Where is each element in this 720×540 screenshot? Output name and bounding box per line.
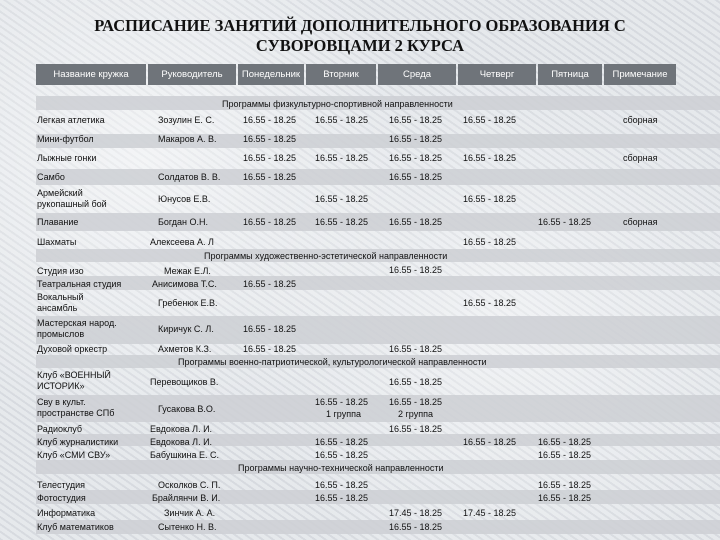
tuesday-time: 16.55 - 18.25 bbox=[315, 217, 369, 227]
wednesday-time: 16.55 - 18.25 bbox=[389, 377, 443, 387]
club-leader: Межак Е.Л. bbox=[164, 266, 211, 276]
thursday-time: 16.55 - 18.25 bbox=[463, 115, 517, 125]
club-leader: Евдокова Л. И. bbox=[150, 424, 213, 434]
club-name: Театральная студия bbox=[37, 279, 122, 289]
tuesday-time: 16.55 - 18.25 bbox=[315, 437, 369, 447]
club-leader: Юнусов Е.В. bbox=[158, 194, 211, 204]
friday-time: 16.55 - 18.25 bbox=[538, 450, 592, 460]
club-leader: Сытенко Н. В. bbox=[158, 522, 217, 532]
monday-time: 16.55 - 18.25 bbox=[243, 153, 297, 163]
club-leader: Зозулин Е. С. bbox=[158, 115, 215, 125]
club-name: Легкая атлетика bbox=[37, 115, 105, 125]
header-friday: Пятница bbox=[538, 64, 602, 85]
thursday-time: 16.55 - 18.25 bbox=[463, 194, 517, 204]
wednesday-time: 16.55 - 18.25 bbox=[389, 424, 443, 434]
header-monday: Понедельник bbox=[238, 64, 304, 85]
wednesday-time: 16.55 - 18.25 bbox=[389, 344, 443, 354]
tuesday-time: 16.55 - 18.25 bbox=[315, 493, 369, 503]
club-leader: Гусакова В.О. bbox=[158, 404, 216, 414]
wednesday-time: 16.55 - 18.25 bbox=[389, 265, 443, 275]
note-text: сборная bbox=[623, 115, 658, 125]
page-title: РАСПИСАНИЕ ЗАНЯТИЙ ДОПОЛНИТЕЛЬНОГО ОБРАЗОВАНИЯ С СУВОРОВЦАМИ 2 КУРСА bbox=[94, 16, 626, 55]
club-name: Сву в культ. пространстве СПб bbox=[37, 397, 115, 418]
club-name: Вокальный ансамбль bbox=[37, 292, 84, 313]
tuesday-time: 16.55 - 18.25 bbox=[315, 450, 369, 460]
monday-time: 16.55 - 18.25 bbox=[243, 324, 297, 334]
thursday-time: 16.55 - 18.25 bbox=[463, 237, 517, 247]
header-wednesday: Среда bbox=[378, 64, 456, 85]
club-name: Клуб «ВОЕННЫЙ ИСТОРИК» bbox=[37, 370, 111, 391]
club-name: Фотостудия bbox=[37, 493, 86, 503]
monday-time: 16.55 - 18.25 bbox=[243, 134, 297, 144]
tuesday-time: 16.55 - 18.25 bbox=[315, 397, 369, 407]
section-heading: Программы научно-технической направленности bbox=[238, 463, 444, 473]
tuesday-time: 16.55 - 18.25 bbox=[315, 194, 369, 204]
monday-time: 16.55 - 18.25 bbox=[243, 279, 297, 289]
club-leader: Макаров А. В. bbox=[158, 134, 217, 144]
club-name: Студия изо bbox=[37, 266, 84, 276]
club-name: Информатика bbox=[37, 508, 96, 518]
club-name: Мастерская народ. промыслов bbox=[37, 318, 117, 339]
wednesday-group: 2 группа bbox=[398, 409, 433, 419]
wednesday-time: 16.55 - 18.25 bbox=[389, 153, 443, 163]
tuesday-group: 1 группа bbox=[326, 409, 361, 419]
club-name: Самбо bbox=[37, 172, 65, 182]
club-name: Лыжные гонки bbox=[37, 153, 97, 163]
section-heading: Программы художественно-эстетической направленности bbox=[204, 251, 448, 261]
thursday-time: 16.55 - 18.25 bbox=[463, 437, 517, 447]
club-leader: Зинчик А. А. bbox=[164, 508, 216, 518]
wednesday-time: 17.45 - 18.25 bbox=[389, 508, 443, 518]
club-leader: Гребенюк Е.В. bbox=[158, 298, 218, 308]
wednesday-time: 16.55 - 18.25 bbox=[389, 217, 443, 227]
friday-time: 16.55 - 18.25 bbox=[538, 437, 592, 447]
monday-time: 16.55 - 18.25 bbox=[243, 115, 297, 125]
thursday-time: 16.55 - 18.25 bbox=[463, 298, 517, 308]
header-leader: Руководитель bbox=[148, 64, 236, 85]
monday-time: 16.55 - 18.25 bbox=[243, 344, 297, 354]
header-thursday: Четверг bbox=[458, 64, 536, 85]
thursday-time: 16.55 - 18.25 bbox=[463, 153, 517, 163]
club-name: Армейский рукопашный бой bbox=[37, 188, 107, 209]
club-leader: Богдан О.Н. bbox=[158, 217, 209, 227]
tuesday-time: 16.55 - 18.25 bbox=[315, 115, 369, 125]
friday-time: 16.55 - 18.25 bbox=[538, 493, 592, 503]
club-leader: Брайлянчи В. И. bbox=[152, 493, 221, 503]
club-name: Плавание bbox=[37, 217, 79, 227]
thursday-time: 17.45 - 18.25 bbox=[463, 508, 517, 518]
wednesday-time: 16.55 - 18.25 bbox=[389, 115, 443, 125]
club-leader: Киричук С. Л. bbox=[158, 324, 214, 334]
club-name: Шахматы bbox=[37, 237, 77, 247]
wednesday-time: 16.55 - 18.25 bbox=[389, 134, 443, 144]
monday-time: 16.55 - 18.25 bbox=[243, 217, 297, 227]
club-leader: Солдатов В. В. bbox=[158, 172, 221, 182]
club-name: Радиоклуб bbox=[37, 424, 83, 434]
club-name: Духовой оркестр bbox=[37, 344, 108, 354]
section-heading: Программы военно-патриотической, культурологической направленности bbox=[178, 357, 487, 367]
wednesday-time: 16.55 - 18.25 bbox=[389, 397, 443, 407]
club-leader: Осколков С. П. bbox=[158, 480, 221, 490]
club-name: Клуб «СМИ СВУ» bbox=[37, 450, 111, 460]
club-name: Клуб журналистики bbox=[37, 437, 119, 447]
club-leader: Анисимова Т.С. bbox=[152, 279, 217, 289]
club-name: Мини-футбол bbox=[37, 134, 94, 144]
note-text: сборная bbox=[623, 153, 658, 163]
club-leader: Алексеева А. Л bbox=[150, 237, 214, 247]
club-leader: Перевощиков В. bbox=[150, 377, 219, 387]
club-leader: Евдокова Л. И. bbox=[150, 437, 213, 447]
club-name: Телестудия bbox=[37, 480, 86, 490]
header-note: Примечание bbox=[604, 64, 676, 85]
row-stripe bbox=[36, 395, 720, 422]
club-name: Клуб математиков bbox=[37, 522, 114, 532]
tuesday-time: 16.55 - 18.25 bbox=[315, 480, 369, 490]
wednesday-time: 16.55 - 18.25 bbox=[389, 172, 443, 182]
monday-time: 16.55 - 18.25 bbox=[243, 172, 297, 182]
section-heading: Программы физкультурно-спортивной направленности bbox=[222, 99, 453, 109]
wednesday-time: 16.55 - 18.25 bbox=[389, 522, 443, 532]
club-leader: Бабушкина Е. С. bbox=[150, 450, 220, 460]
header-club: Название кружка bbox=[36, 64, 146, 85]
tuesday-time: 16.55 - 18.25 bbox=[315, 153, 369, 163]
header-tuesday: Вторник bbox=[306, 64, 376, 85]
friday-time: 16.55 - 18.25 bbox=[538, 217, 592, 227]
friday-time: 16.55 - 18.25 bbox=[538, 480, 592, 490]
club-leader: Ахметов К.З. bbox=[158, 344, 212, 354]
note-text: сборная bbox=[623, 217, 658, 227]
